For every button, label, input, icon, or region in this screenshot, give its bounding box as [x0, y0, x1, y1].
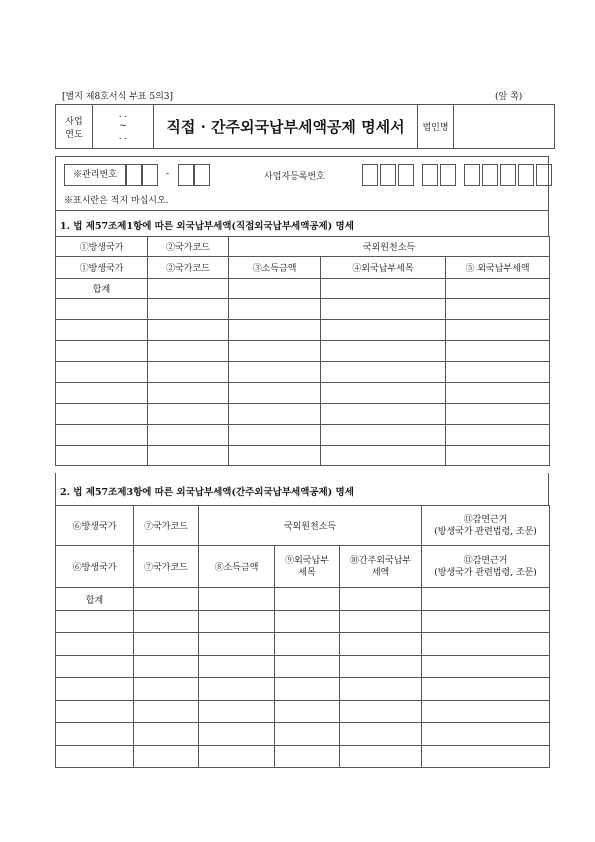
s2-country-header: ⑥방생국가 [56, 506, 134, 546]
s1-cell[interactable] [56, 446, 148, 466]
s1-cell[interactable] [321, 320, 446, 341]
s1-cell[interactable] [229, 404, 321, 425]
page-side: (앞 쪽) [495, 92, 523, 102]
mgmt-number-boxes-2[interactable] [178, 164, 212, 184]
mgmt-number-label: ※관리번호 [64, 164, 126, 186]
s2-cell[interactable] [275, 701, 340, 723]
s2-cell[interactable] [422, 656, 550, 678]
s2-cell[interactable] [56, 611, 134, 633]
s1-cell[interactable] [56, 383, 148, 404]
s1-total-cell[interactable] [229, 279, 321, 299]
id-section [55, 156, 549, 211]
section2-heading-box [55, 473, 549, 505]
s2-cell[interactable] [340, 633, 422, 656]
s2-cell[interactable] [134, 701, 199, 723]
s2-cell[interactable] [340, 746, 422, 768]
s1-foreign-income-header: 국외원천소득 [229, 237, 550, 257]
s1-cell[interactable] [446, 320, 550, 341]
s1-cell[interactable] [148, 299, 229, 320]
s2-country-col: ⑥방생국가 [56, 546, 134, 588]
s1-cell[interactable] [446, 425, 550, 446]
s2-cell[interactable] [56, 656, 134, 678]
s1-cell[interactable] [229, 362, 321, 383]
s1-total-cell[interactable] [321, 279, 446, 299]
s1-cell[interactable] [56, 362, 148, 383]
section1-table [55, 236, 550, 466]
s2-cell[interactable] [199, 611, 275, 633]
s1-cell[interactable] [321, 341, 446, 362]
s2-cell[interactable] [134, 633, 199, 656]
s2-taxitem-col: ⑨외국납부 세목 [275, 546, 340, 588]
s1-cell[interactable] [148, 320, 229, 341]
section2-table [55, 505, 550, 768]
business-year-field[interactable]: . . ~ . . [93, 105, 154, 149]
s2-cell[interactable] [422, 701, 550, 723]
s1-code-col: ②국가코드 [148, 257, 229, 279]
business-year-label: 사업 연도 [56, 105, 93, 149]
s2-cell[interactable] [199, 633, 275, 656]
s2-cell[interactable] [275, 678, 340, 701]
s1-cell[interactable] [321, 446, 446, 466]
s2-cell[interactable] [134, 678, 199, 701]
s2-cell[interactable] [199, 746, 275, 768]
s2-cell[interactable] [340, 701, 422, 723]
s1-cell[interactable] [148, 404, 229, 425]
s1-country-header: ①방생국가 [56, 237, 148, 257]
s2-cell[interactable] [275, 611, 340, 633]
s2-cell[interactable] [199, 723, 275, 746]
s2-cell[interactable] [199, 678, 275, 701]
s2-cell[interactable] [134, 723, 199, 746]
mgmt-number-dash: - [166, 169, 170, 179]
s1-cell[interactable] [446, 341, 550, 362]
s1-cell[interactable] [321, 299, 446, 320]
s2-cell[interactable] [422, 611, 550, 633]
s1-cell[interactable] [321, 362, 446, 383]
s2-cell[interactable] [340, 611, 422, 633]
s2-total-label: 합계 [56, 588, 134, 611]
s2-cell[interactable] [422, 723, 550, 746]
s1-total-cell[interactable] [446, 279, 550, 299]
s2-cell[interactable] [340, 656, 422, 678]
s1-cell[interactable] [229, 446, 321, 466]
header-table [55, 104, 555, 149]
s1-cell[interactable] [148, 425, 229, 446]
s2-cell[interactable] [56, 678, 134, 701]
s2-foreign-income-header: 국외원천소득 [199, 506, 422, 546]
s1-cell[interactable] [446, 299, 550, 320]
s2-total-cell[interactable] [340, 588, 422, 611]
s2-cell[interactable] [422, 633, 550, 656]
s2-cell[interactable] [134, 611, 199, 633]
s2-income-col: ⑧소득금액 [199, 546, 275, 588]
s1-cell[interactable] [148, 383, 229, 404]
s1-cell[interactable] [446, 446, 550, 466]
s2-exemption-header: ⑪감면근거 (방생국가 관련법령, 조문) [422, 506, 550, 546]
s2-code-header: ⑦국가코드 [134, 506, 199, 546]
s1-cell[interactable] [321, 404, 446, 425]
s2-cell[interactable] [199, 701, 275, 723]
s1-total-label: 합계 [56, 279, 148, 299]
s1-cell[interactable] [229, 320, 321, 341]
s2-deemed-tax-col: ⑩간주외국납부 세액 [340, 546, 422, 588]
s1-cell[interactable] [56, 425, 148, 446]
s1-cell[interactable] [56, 404, 148, 425]
s1-taxitem-col: ④외국납부세목 [321, 257, 446, 279]
s2-cell[interactable] [275, 633, 340, 656]
s1-code-header: ②국가코드 [148, 237, 229, 257]
s2-cell[interactable] [56, 701, 134, 723]
s2-cell[interactable] [340, 723, 422, 746]
s1-income-col: ③소득금액 [229, 257, 321, 279]
s2-cell[interactable] [422, 746, 550, 768]
s1-cell[interactable] [229, 341, 321, 362]
s1-taxamount-col: ⑤ 외국납부세액 [446, 257, 550, 279]
note-text: ※표시란은 적지 마십시오. [64, 196, 169, 206]
s2-cell[interactable] [56, 746, 134, 768]
s2-cell[interactable] [134, 656, 199, 678]
s2-cell[interactable] [275, 723, 340, 746]
s2-code-col: ⑦국가코드 [134, 546, 199, 588]
s2-total-cell[interactable] [199, 588, 275, 611]
section2-heading: 2. 법 제57조제3항에 따른 외국납부세액(간주외국납부세액공제) 명세 [60, 487, 354, 498]
s1-cell[interactable] [229, 425, 321, 446]
section1-heading: 1. 법 제57조제1항에 따른 외국납부세액(직접외국납부세액공제) 명세 [60, 221, 354, 232]
s2-cell[interactable] [56, 633, 134, 656]
form-reference: [별지 제8호서식 부표 5의3] [62, 92, 174, 102]
s1-cell[interactable] [148, 446, 229, 466]
s2-cell[interactable] [340, 678, 422, 701]
s1-cell[interactable] [446, 383, 550, 404]
form-title: 직접 · 간주외국납부세액공제 명세서 [154, 105, 418, 149]
s2-exemption-col: ⑪감면근거 (방생국가 관련법령, 조문) [422, 546, 550, 588]
s1-cell[interactable] [446, 404, 550, 425]
s1-cell[interactable] [56, 299, 148, 320]
s1-cell[interactable] [321, 425, 446, 446]
s1-cell[interactable] [321, 383, 446, 404]
s2-cell[interactable] [275, 656, 340, 678]
s1-total-cell[interactable] [148, 279, 229, 299]
s2-cell[interactable] [199, 656, 275, 678]
corp-name-field[interactable] [454, 105, 555, 149]
s2-total-cell[interactable] [275, 588, 340, 611]
s2-cell[interactable] [422, 678, 550, 701]
s1-cell[interactable] [229, 299, 321, 320]
s1-cell[interactable] [56, 341, 148, 362]
s2-total-cell[interactable] [422, 588, 550, 611]
s1-country-col: ①방생국가 [56, 257, 148, 279]
s2-cell[interactable] [275, 746, 340, 768]
mgmt-number-boxes[interactable] [126, 164, 158, 184]
s2-cell[interactable] [56, 723, 134, 746]
bizreg-label: 사업자등록번호 [264, 172, 325, 182]
s1-cell[interactable] [148, 362, 229, 383]
s2-total-cell[interactable] [134, 588, 199, 611]
s1-cell[interactable] [229, 383, 321, 404]
s1-cell[interactable] [446, 362, 550, 383]
s1-cell[interactable] [56, 320, 148, 341]
section1-heading-box [55, 211, 549, 236]
corp-name-label: 법인명 [418, 105, 454, 149]
bizreg-number-boxes[interactable] [361, 164, 553, 186]
s2-cell[interactable] [134, 746, 199, 768]
s1-cell[interactable] [148, 341, 229, 362]
